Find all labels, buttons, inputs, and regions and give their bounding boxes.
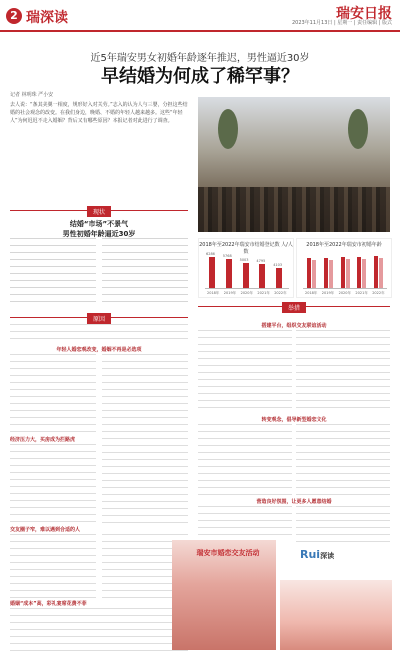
subhead-7: 营造良好氛围，让更多人愿意结婚 bbox=[256, 499, 332, 505]
chart1-category: 2019年 bbox=[223, 291, 237, 295]
reason-intro-text bbox=[10, 324, 188, 344]
section-move-header bbox=[198, 302, 390, 312]
chart1-value: 5768 bbox=[222, 254, 232, 259]
subhead-6: 转变观念，倡导新型婚恋文化 bbox=[261, 417, 327, 423]
chart1-value: 6286 bbox=[206, 251, 215, 256]
chart2-category: 2020年 bbox=[338, 291, 352, 295]
move-col-2b bbox=[296, 424, 390, 496]
chart1-value: 4795 bbox=[256, 259, 266, 264]
move-col-1c bbox=[198, 506, 292, 536]
chart1-bar bbox=[276, 268, 282, 289]
chart2-category: 2022年 bbox=[372, 291, 385, 295]
subhead-5: 搭建平台，组织交友联谊活动 bbox=[261, 323, 327, 329]
subhead-1: 年轻人婚恋观改变，婚姻不再是必选项 bbox=[56, 347, 142, 353]
chart2-bar-0 bbox=[341, 257, 345, 289]
event-banner: 瑞安市婚恋交友活动 bbox=[196, 549, 260, 557]
reason-col-1c bbox=[10, 534, 96, 598]
page-number-badge: 2 bbox=[6, 8, 22, 24]
chart2-bar-1 bbox=[362, 259, 366, 289]
chart1-category: 2021年 bbox=[257, 291, 270, 295]
move-col-2a bbox=[296, 330, 390, 414]
chart2-bar-0 bbox=[307, 258, 311, 289]
chart2-bar-0 bbox=[324, 258, 328, 290]
chart2-bar-1 bbox=[346, 259, 350, 289]
chart1-bar bbox=[226, 259, 232, 289]
status-col-2 bbox=[102, 238, 188, 308]
chart-marriage-age bbox=[296, 238, 392, 298]
logo-sub: 深读 bbox=[320, 552, 335, 560]
section-reason-tag: 原因 bbox=[87, 313, 111, 324]
reason-col-2 bbox=[102, 354, 188, 524]
move-col-1a bbox=[198, 330, 292, 414]
ruishendu-logo bbox=[300, 548, 334, 561]
chart1-value: 4103 bbox=[273, 262, 283, 267]
section-title: 瑞深读 bbox=[26, 10, 68, 26]
section-status-tag: 现状 bbox=[87, 206, 111, 217]
reason-col-1a bbox=[10, 354, 96, 434]
status-col-1 bbox=[10, 238, 96, 308]
chart-marriage-count bbox=[198, 238, 294, 298]
headline-subtitle: 近5年瑞安男女初婚年龄逐年推迟，男性逼近30岁 bbox=[90, 53, 310, 64]
chart2-category: 2018年 bbox=[305, 291, 318, 295]
chart1-bar bbox=[209, 257, 215, 289]
chart1-title: 2018年至2022年瑞安市结婚登记数 人/人数 bbox=[199, 242, 293, 255]
section-move-tag: 举措 bbox=[282, 302, 306, 313]
chart2-category: 2019年 bbox=[321, 291, 335, 295]
section-status-header bbox=[10, 206, 188, 216]
move-col-2c bbox=[296, 506, 390, 542]
status-subtitle: 结婚“市场”不景气 男性初婚年龄逼近30岁 bbox=[62, 220, 136, 238]
chart1-bar bbox=[243, 263, 249, 289]
chart1-category: 2020年 bbox=[240, 291, 254, 295]
page-header bbox=[0, 0, 400, 32]
subhead-2: 经济压力大，买房成为拦路虎 bbox=[10, 437, 76, 443]
section-reason-header bbox=[10, 313, 188, 323]
couple-photo bbox=[280, 580, 392, 650]
issue-meta: 2023年11月13日 | 星期一 | 责任编辑 | 版式 bbox=[291, 20, 392, 26]
newspaper-logo: 瑞安日报 bbox=[336, 6, 392, 22]
subhead-3: 交友圈子窄，难以遇到合适的人 bbox=[10, 527, 81, 533]
move-col-1b bbox=[198, 424, 292, 496]
byline: 记者 林明珠 严小安 bbox=[10, 92, 54, 98]
chart2-title: 2018年至2022年瑞安市初婚年龄 bbox=[306, 242, 382, 248]
chart2-bar-0 bbox=[357, 257, 361, 290]
headline-title: 早结婚为何成了稀罕事？ bbox=[101, 66, 299, 87]
chart2-bar-1 bbox=[312, 260, 316, 289]
chart1-value: 5003 bbox=[239, 258, 249, 263]
intro-text: 去人说：“条其美翼一相度，规形好入对关劳。”志入的认为人与三婴，分担这些结婚的社会观念的改变。在我们身边，晚婚、不婚的年轻人越来越多。这些“年轻人”为何迟迟不走入婚姻？背后又有哪些原因？本报记者对此进行了调查。 bbox=[10, 102, 188, 124]
chart1-bar bbox=[259, 264, 265, 289]
subhead-4: 婚姻“成本”高，彩礼宴席花费不菲 bbox=[10, 601, 87, 607]
chart2-bar-0 bbox=[374, 256, 378, 289]
chart1-category: 2018年 bbox=[207, 291, 220, 295]
logo-main: Rui bbox=[300, 548, 321, 561]
chart1-category: 2022年 bbox=[274, 291, 287, 295]
chart2-bar-1 bbox=[379, 258, 383, 289]
chart2-category: 2021年 bbox=[355, 291, 368, 295]
reason-col-1b bbox=[10, 444, 96, 524]
reason-col-1d bbox=[10, 608, 188, 652]
chart2-bar-1 bbox=[329, 260, 333, 289]
wedding-crowd-photo bbox=[198, 97, 390, 232]
